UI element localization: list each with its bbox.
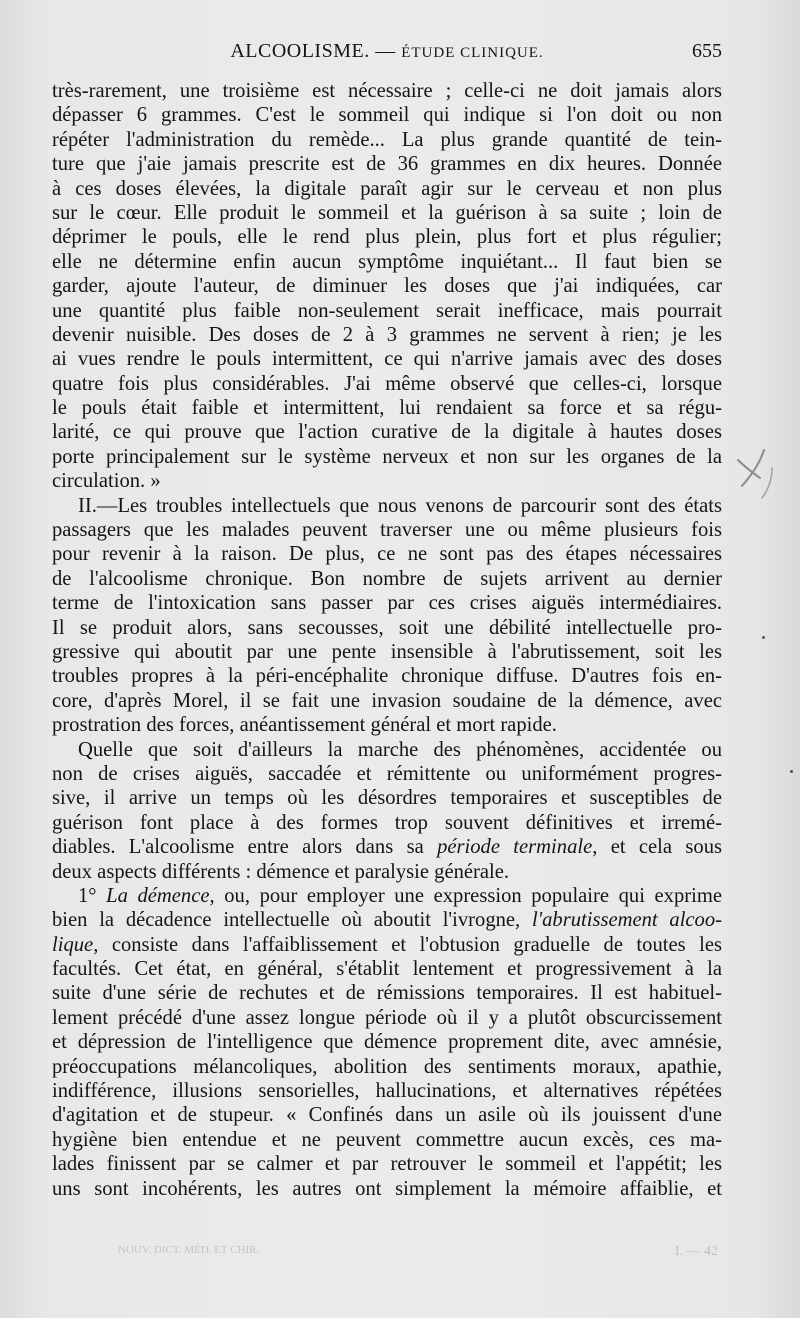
text-line-23: Il se produit alors, sans secousses, soit une débilité intellectuelle pro- (52, 616, 722, 639)
text-line-10: une quantité plus faible non-seulement serait inefficace, mais pourrait (52, 299, 722, 322)
footer-left: NOUV. DICT. MÉD. ET CHIR. (118, 1244, 260, 1256)
text-line-37: facultés. Cet état, en général, s'établit lentement et progressivement à la (52, 958, 722, 981)
text-line-6: sur le cœur. Elle produit le sommeil et la guérison à sa suite ; loin de (52, 201, 722, 224)
text-line-31: guérison font place à des formes trop souvent définitives et irremé- (52, 811, 722, 834)
text-line-14: le pouls était faible et intermittent, lui rendaient sa force et sa régu- (52, 397, 722, 420)
text-line-30: sive, il arrive un temps où les désordres temporaires et susceptibles de (52, 787, 722, 810)
text-line-43: d'agitation et de stupeur. « Confinés dans un asile où ils jouissent d'une (52, 1104, 722, 1127)
text-line-42: indifférence, illusions sensorielles, hallucinations, et alternatives répétées (52, 1080, 722, 1103)
ink-speck (762, 636, 765, 639)
text-line-38: suite d'une série de rechutes et de rémissions temporaires. Il est habituel- (52, 982, 722, 1005)
text-line-15: larité, ce qui prouve que l'action curative de la digitale à hautes doses (52, 421, 722, 444)
footer-right: I. — 42 (674, 1244, 718, 1259)
text-line-34: 1° La démence, ou, pour employer une expression populaire qui exprime (78, 884, 722, 907)
text-line-44: hygiène bien entendue et ne peuvent commettre aucun excès, ces ma- (52, 1128, 722, 1151)
text-line-33: deux aspects différents : démence et paralysie générale. (52, 860, 510, 883)
running-title-sub: ÉTUDE CLINIQUE. (401, 45, 544, 61)
text-line-35: bien la décadence intellectuelle où aboutit l'ivrogne, l'abrutissement alcoo- (52, 909, 723, 932)
body-text (52, 79, 722, 1201)
footer-bleedthrough (118, 1244, 718, 1264)
text-line-24: gressive qui aboutit par une pente insensible à l'abrutissement, soit les (52, 640, 722, 663)
text-line-3: répéter l'administration du remède... La plus grande quantité de tein- (52, 128, 722, 151)
page-number: 655 (692, 40, 722, 62)
running-title-separator: — (369, 40, 402, 62)
text-line-27: prostration des forces, anéantissement général et mort rapide. (52, 714, 557, 737)
running-title-main: ALCOOLISME. (230, 40, 370, 62)
text-line-1: très-rarement, une troisième est nécessaire ; celle-ci ne doit jamais alors (52, 80, 722, 102)
ink-speck (790, 770, 793, 773)
running-title (52, 40, 722, 63)
text-line-28: Quelle que soit d'ailleurs la marche des phénomènes, accidentée ou (78, 738, 722, 761)
text-line-46: uns sont incohérents, les autres ont simplement la mémoire affaiblie, et (52, 1177, 722, 1200)
running-header (52, 40, 722, 70)
text-line-7: déprimer le pouls, elle le rend plus plein, plus fort et plus régulier; (52, 226, 722, 249)
text-line-4: ture que j'aie jamais prescrite est de 36 grammes en dix heures. Donnée (52, 153, 722, 176)
text-line-32: diables. L'alcoolisme entre alors dans sa période terminale, et cela sous (52, 836, 722, 859)
text-line-36: lique, consiste dans l'affaiblissement et l'obtusion graduelle de toutes les (52, 933, 722, 956)
text-line-40: et dépression de l'intelligence que démence proprement dite, avec amnésie, (52, 1031, 722, 1054)
text-line-39: lement précédé d'une assez longue période où il y a plutôt obscurcissement (52, 1006, 722, 1029)
text-line-8: elle ne détermine enfin aucun symptôme inquiétant... Il faut bien se (52, 250, 722, 273)
text-line-5: à ces doses élevées, la digitale paraît agir sur le cerveau et non plus (52, 177, 722, 200)
text-line-26: core, d'après Morel, il se fait une invasion soudaine de la démence, avec (52, 689, 722, 712)
text-line-2: dépasser 6 grammes. C'est le sommeil qui indique si l'on doit ou non (52, 104, 722, 127)
text-line-13: quatre fois plus considérables. J'ai même observé que celles-ci, lorsque (52, 372, 722, 395)
text-line-9: garder, ajoute l'auteur, de diminuer les doses que j'ai indiquées, car (52, 275, 722, 298)
text-line-29: non de crises aiguës, saccadée et rémittente ou uniformément progres- (52, 762, 722, 785)
text-line-20: pour revenir à la raison. De plus, ce ne sont pas des étapes nécessaires (52, 543, 722, 566)
text-line-21: de l'alcoolisme chronique. Bon nombre de sujets arrivent au dernier (52, 567, 722, 590)
text-line-17: circulation. » (52, 470, 161, 493)
text-line-18: II.—Les troubles intellectuels que nous venons de parcourir sont des états (78, 494, 722, 517)
text-line-11: devenir nuisible. Des doses de 2 à 3 grammes ne servent à rien; je les (52, 323, 722, 346)
text-line-45: lades finissent par se calmer et par retrouver le sommeil et l'appétit; les (52, 1153, 722, 1176)
pencil-cross-mark (728, 438, 780, 500)
text-line-19: passagers que les malades peuvent traverser une ou même plusieurs fois (52, 519, 722, 542)
text-line-12: ai vues rendre le pouls intermittent, ce qui n'arrive jamais avec des doses (52, 348, 722, 371)
text-line-22: terme de l'intoxication sans passer par ces crises aiguës intermédiaires. (52, 592, 722, 615)
text-line-25: troubles propres à la péri-encéphalite chronique diffuse. D'autres fois en- (52, 665, 722, 688)
text-line-41: préoccupations mélancoliques, abolition des sentiments moraux, apathie, (52, 1055, 722, 1078)
text-line-16: porte principalement sur le système nerveux et non sur les organes de la (52, 445, 722, 468)
